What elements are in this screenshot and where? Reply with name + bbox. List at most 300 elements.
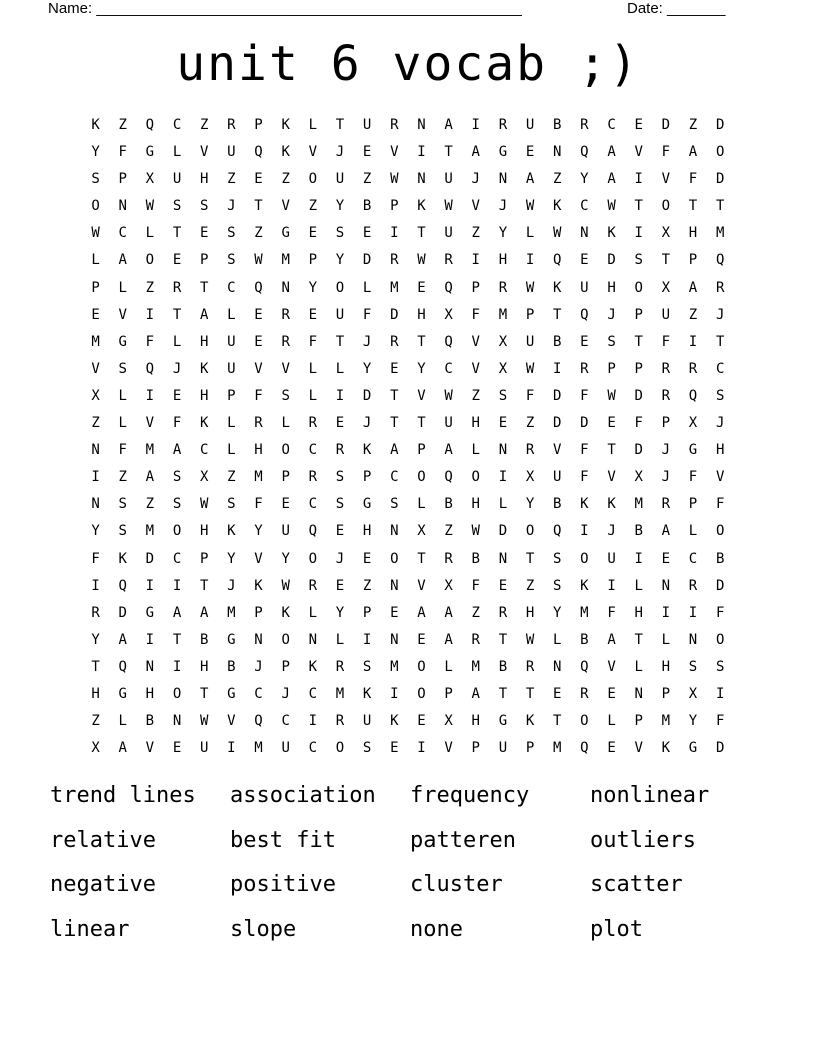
grid-letter: A	[444, 631, 453, 648]
grid-letter: D	[362, 252, 372, 269]
grid-letter: E	[335, 523, 345, 540]
grid-letter: A	[688, 279, 698, 296]
grid-letter: E	[254, 333, 263, 350]
grid-letter: U	[227, 144, 236, 161]
grid-letter: R	[688, 577, 698, 594]
grid-letter: J	[362, 415, 372, 432]
grid-letter: Y	[335, 604, 345, 621]
grid-letter: S	[362, 658, 372, 675]
grid-letter: M	[498, 306, 508, 323]
grid-letter: D	[390, 306, 399, 323]
grid-letter: N	[390, 631, 399, 648]
grid-letter: Z	[227, 171, 236, 188]
grid-letter: T	[525, 685, 535, 702]
grid-letter: V	[634, 740, 643, 757]
grid-letter: H	[91, 685, 100, 702]
grid-letter: O	[390, 550, 399, 567]
grid-letter: V	[444, 740, 453, 757]
grid-letter: R	[715, 279, 725, 296]
grid-letter: N	[91, 442, 100, 459]
grid-letter: D	[362, 387, 372, 404]
grid-letter: X	[199, 469, 209, 486]
grid-letter: K	[362, 442, 372, 459]
grid-letter: T	[91, 658, 100, 675]
grid-letter: T	[199, 685, 209, 702]
grid-letter: L	[227, 415, 236, 432]
grid-letter: W	[444, 198, 453, 215]
grid-letter: Q	[580, 306, 589, 323]
grid-letter: I	[91, 469, 100, 486]
grid-letter: C	[308, 685, 318, 702]
grid-letter: D	[553, 387, 562, 404]
grid-letter: W	[199, 496, 209, 513]
grid-letter: I	[91, 577, 100, 594]
grid-letter: P	[471, 279, 480, 296]
grid-letter: D	[715, 117, 725, 133]
grid-letter: J	[172, 360, 182, 377]
grid-letter: V	[91, 360, 100, 377]
grid-letter: B	[362, 198, 372, 215]
grid-letter: E	[254, 306, 263, 323]
grid-letter: E	[498, 415, 508, 432]
grid-letter: Q	[118, 577, 127, 594]
grid-letter: R	[335, 658, 345, 675]
grid-letter: E	[525, 144, 535, 161]
grid-letter: R	[390, 117, 399, 133]
grid-letter: H	[417, 306, 426, 323]
grid-letter: V	[471, 360, 480, 377]
grid-letter: N	[688, 631, 698, 648]
grid-letter: F	[118, 442, 127, 459]
grid-letter: S	[281, 387, 290, 404]
grid-letter: Z	[471, 387, 480, 404]
grid-letter: I	[145, 306, 155, 323]
grid-letter: L	[634, 577, 643, 594]
grid-letter: K	[199, 415, 209, 432]
grid-letter: U	[444, 171, 453, 188]
grid-letter: N	[634, 685, 643, 702]
grid-letter: U	[444, 415, 453, 432]
grid-letter: O	[172, 685, 182, 702]
grid-letter: O	[525, 523, 535, 540]
grid-letter: J	[715, 306, 725, 323]
grid-letter: Z	[471, 604, 480, 621]
grid-letter: I	[335, 387, 345, 404]
grid-letter: O	[308, 171, 318, 188]
grid-letter: K	[607, 225, 616, 242]
grid-letter: L	[308, 360, 318, 377]
grid-letter: Y	[525, 496, 535, 513]
grid-row	[82, 600, 734, 627]
grid-letter: E	[634, 117, 643, 133]
grid-letter: Q	[254, 144, 263, 161]
grid-letter: G	[145, 144, 155, 161]
grid-letter: H	[254, 442, 263, 459]
grid-letter: N	[580, 225, 589, 242]
grid-letter: N	[553, 658, 562, 675]
grid-letter: E	[308, 306, 318, 323]
grid-letter: Z	[362, 577, 372, 594]
grid-letter: I	[145, 631, 155, 648]
grid-letter: U	[553, 469, 562, 486]
grid-letter: M	[390, 658, 399, 675]
grid-letter: J	[362, 333, 372, 350]
word-list-item: nonlinear	[590, 783, 710, 808]
grid-letter: I	[471, 117, 480, 133]
grid-letter: E	[580, 333, 589, 350]
grid-letter: C	[199, 442, 209, 459]
grid-letter: U	[281, 523, 290, 540]
grid-letter: S	[715, 387, 725, 404]
grid-row	[82, 627, 734, 654]
grid-letter: U	[525, 333, 535, 350]
grid-letter: I	[688, 333, 698, 350]
grid-row	[82, 518, 734, 545]
grid-letter: Q	[580, 144, 589, 161]
grid-letter: L	[417, 496, 426, 513]
grid-letter: Z	[553, 171, 562, 188]
grid-letter: V	[607, 469, 616, 486]
grid-letter: I	[634, 171, 643, 188]
grid-letter: Y	[91, 523, 100, 540]
grid-letter: T	[172, 225, 182, 242]
grid-letter: F	[254, 387, 263, 404]
grid-letter: A	[417, 604, 426, 621]
grid-letter: V	[281, 198, 290, 215]
grid-row	[82, 220, 734, 247]
grid-letter: K	[281, 117, 290, 133]
grid-letter: F	[118, 144, 127, 161]
grid-letter: J	[335, 144, 345, 161]
grid-letter: Q	[254, 713, 263, 730]
grid-letter: S	[688, 658, 698, 675]
grid-row	[82, 708, 734, 735]
grid-letter: F	[688, 469, 698, 486]
grid-row	[82, 275, 734, 302]
grid-letter: Q	[688, 387, 698, 404]
grid-letter: J	[607, 523, 616, 540]
grid-letter: A	[118, 631, 127, 648]
grid-letter: L	[688, 523, 698, 540]
grid-letter: L	[444, 658, 453, 675]
grid-letter: P	[525, 740, 535, 757]
grid-letter: G	[145, 604, 155, 621]
grid-letter: Z	[688, 117, 698, 133]
grid-letter: R	[471, 631, 480, 648]
name-field: Name: ___________________________________________________	[48, 0, 522, 17]
grid-letter: A	[118, 252, 127, 269]
grid-letter: R	[525, 442, 535, 459]
grid-letter: B	[580, 631, 589, 648]
grid-letter: A	[444, 604, 453, 621]
grid-letter: S	[390, 496, 399, 513]
grid-letter: C	[254, 685, 263, 702]
grid-letter: R	[281, 333, 290, 350]
grid-letter: E	[390, 740, 399, 757]
grid-letter: N	[91, 496, 100, 513]
grid-letter: P	[254, 604, 263, 621]
word-list-item: trend lines	[50, 783, 196, 808]
word-list-item: frequency	[410, 783, 530, 808]
grid-letter: S	[607, 333, 616, 350]
grid-letter: N	[145, 658, 155, 675]
grid-letter: V	[553, 442, 562, 459]
grid-letter: N	[118, 198, 127, 215]
grid-letter: I	[553, 360, 562, 377]
grid-letter: A	[172, 604, 182, 621]
grid-letter: A	[607, 171, 616, 188]
grid-letter: O	[715, 523, 725, 540]
grid-letter: L	[91, 252, 100, 269]
grid-letter: Q	[553, 252, 562, 269]
grid-letter: H	[199, 658, 209, 675]
grid-letter: U	[498, 740, 508, 757]
word-list-item: negative	[50, 872, 156, 897]
grid-letter: I	[715, 685, 725, 702]
grid-letter: T	[199, 577, 209, 594]
grid-letter: G	[227, 685, 236, 702]
grid-letter: S	[91, 171, 100, 188]
grid-letter: H	[471, 415, 480, 432]
grid-letter: T	[634, 631, 643, 648]
grid-letter: P	[227, 387, 236, 404]
grid-letter: L	[118, 279, 127, 296]
grid-letter: T	[172, 306, 182, 323]
grid-letter: P	[661, 685, 671, 702]
grid-letter: E	[281, 496, 290, 513]
grid-letter: G	[281, 225, 290, 242]
grid-letter: T	[390, 387, 399, 404]
grid-letter: C	[308, 442, 318, 459]
grid-letter: P	[634, 306, 643, 323]
grid-letter: U	[661, 306, 671, 323]
grid-row	[82, 356, 734, 383]
grid-letter: F	[661, 333, 671, 350]
grid-letter: P	[688, 496, 698, 513]
grid-letter: X	[498, 333, 508, 350]
grid-letter: G	[227, 631, 236, 648]
grid-letter: M	[580, 604, 589, 621]
grid-letter: Q	[444, 469, 453, 486]
grid-letter: L	[145, 225, 155, 242]
grid-letter: V	[661, 171, 671, 188]
grid-letter: S	[362, 740, 372, 757]
grid-letter: M	[335, 685, 345, 702]
grid-letter: Z	[525, 415, 535, 432]
grid-letter: I	[634, 225, 643, 242]
grid-letter: N	[553, 144, 562, 161]
grid-letter: Q	[580, 740, 589, 757]
grid-letter: A	[607, 144, 616, 161]
grid-letter: F	[254, 496, 263, 513]
grid-letter: W	[444, 387, 453, 404]
grid-letter: E	[172, 252, 182, 269]
grid-row	[82, 464, 734, 491]
grid-letter: E	[580, 252, 589, 269]
grid-letter: U	[362, 713, 372, 730]
grid-letter: I	[145, 387, 155, 404]
grid-letter: K	[308, 658, 318, 675]
grid-letter: S	[715, 658, 725, 675]
grid-letter: H	[199, 333, 209, 350]
grid-letter: E	[661, 550, 671, 567]
grid-letter: M	[471, 658, 480, 675]
grid-letter: V	[715, 469, 725, 486]
grid-letter: F	[91, 550, 100, 567]
word-list-item: relative	[50, 827, 156, 853]
grid-letter: W	[553, 225, 562, 242]
grid-letter: Q	[553, 523, 562, 540]
grid-letter: B	[553, 117, 562, 133]
grid-letter: L	[172, 333, 182, 350]
grid-letter: E	[362, 144, 372, 161]
grid-letter: I	[308, 713, 318, 730]
grid-letter: B	[227, 658, 236, 675]
grid-letter: Z	[471, 225, 480, 242]
grid-letter: T	[607, 442, 616, 459]
grid-letter: I	[634, 550, 643, 567]
grid-letter: X	[444, 306, 453, 323]
grid-letter: E	[172, 740, 182, 757]
grid-letter: E	[335, 577, 345, 594]
grid-letter: W	[525, 279, 535, 296]
grid-letter: E	[390, 360, 399, 377]
word-list	[50, 780, 770, 958]
grid-letter: W	[607, 387, 616, 404]
grid-letter: T	[417, 225, 426, 242]
grid-letter: S	[172, 469, 182, 486]
grid-letter: Z	[525, 577, 535, 594]
grid-letter: P	[607, 360, 616, 377]
grid-letter: D	[580, 415, 589, 432]
grid-letter: J	[227, 577, 236, 594]
grid-letter: F	[172, 415, 182, 432]
grid-letter: V	[199, 144, 209, 161]
grid-letter: X	[688, 685, 698, 702]
grid-letter: U	[227, 360, 236, 377]
grid-letter: N	[172, 713, 182, 730]
grid-letter: V	[254, 360, 263, 377]
grid-letter: G	[118, 333, 127, 350]
grid-letter: S	[227, 225, 236, 242]
grid-row	[82, 383, 734, 410]
grid-letter: X	[661, 279, 671, 296]
grid-row	[82, 247, 734, 274]
grid-letter: X	[634, 469, 643, 486]
grid-letter: C	[118, 225, 127, 242]
grid-letter: I	[390, 225, 399, 242]
grid-letter: A	[471, 144, 480, 161]
grid-letter: P	[91, 279, 100, 296]
grid-letter: E	[91, 306, 100, 323]
grid-letter: K	[417, 198, 426, 215]
grid-letter: G	[118, 685, 127, 702]
grid-letter: R	[498, 117, 508, 133]
word-list-item: outliers	[590, 827, 696, 853]
grid-letter: O	[335, 279, 345, 296]
grid-letter: Z	[688, 306, 698, 323]
grid-letter: Z	[118, 469, 127, 486]
grid-letter: J	[254, 658, 263, 675]
grid-letter: T	[199, 279, 209, 296]
grid-letter: D	[634, 442, 643, 459]
grid-letter: O	[417, 685, 426, 702]
grid-letter: W	[525, 631, 535, 648]
grid-letter: X	[525, 469, 535, 486]
grid-letter: C	[688, 550, 698, 567]
grid-letter: P	[661, 415, 671, 432]
word-list-item: positive	[230, 872, 336, 897]
grid-letter: B	[553, 333, 562, 350]
grid-letter: P	[471, 740, 480, 757]
grid-letter: C	[308, 496, 318, 513]
grid-letter: A	[118, 740, 127, 757]
grid-letter: V	[417, 577, 426, 594]
grid-letter: T	[335, 333, 345, 350]
grid-letter: R	[335, 713, 345, 730]
grid-letter: L	[471, 442, 480, 459]
grid-letter: R	[254, 415, 263, 432]
grid-letter: R	[172, 279, 182, 296]
grid-letter: D	[661, 117, 671, 133]
grid-letter: V	[227, 713, 236, 730]
grid-letter: T	[715, 333, 725, 350]
grid-row	[82, 410, 734, 437]
grid-letter: L	[281, 415, 290, 432]
grid-letter: Z	[281, 171, 290, 188]
grid-letter: W	[607, 198, 616, 215]
grid-letter: F	[145, 333, 155, 350]
grid-letter: H	[688, 225, 698, 242]
grid-letter: K	[254, 577, 263, 594]
grid-letter: S	[335, 225, 345, 242]
grid-letter: U	[607, 550, 616, 567]
grid-letter: O	[580, 550, 589, 567]
grid-letter: U	[281, 740, 290, 757]
grid-letter: G	[498, 144, 508, 161]
grid-letter: K	[227, 523, 236, 540]
grid-letter: H	[607, 279, 616, 296]
grid-row	[82, 112, 734, 139]
grid-letter: F	[471, 306, 480, 323]
grid-letter: Y	[417, 360, 426, 377]
grid-letter: A	[199, 306, 209, 323]
grid-letter: T	[444, 144, 453, 161]
grid-letter: F	[607, 604, 616, 621]
grid-letter: R	[308, 577, 318, 594]
grid-letter: J	[335, 550, 345, 567]
grid-letter: N	[498, 550, 508, 567]
grid-letter: S	[118, 523, 127, 540]
word-list-item: plot	[590, 916, 643, 942]
grid-letter: A	[661, 523, 671, 540]
grid-letter: Y	[335, 252, 345, 269]
grid-letter: A	[390, 442, 399, 459]
grid-letter: X	[417, 523, 426, 540]
grid-letter: C	[607, 117, 616, 133]
grid-letter: I	[362, 631, 372, 648]
grid-letter: N	[390, 577, 399, 594]
word-list-item: association	[230, 783, 376, 808]
word-list-item: slope	[230, 916, 297, 942]
grid-letter: P	[634, 713, 643, 730]
grid-letter: O	[91, 198, 100, 215]
grid-letter: Z	[362, 171, 372, 188]
grid-letter: P	[525, 306, 535, 323]
grid-letter: I	[172, 577, 182, 594]
grid-letter: C	[308, 740, 318, 757]
grid-letter: U	[172, 171, 182, 188]
